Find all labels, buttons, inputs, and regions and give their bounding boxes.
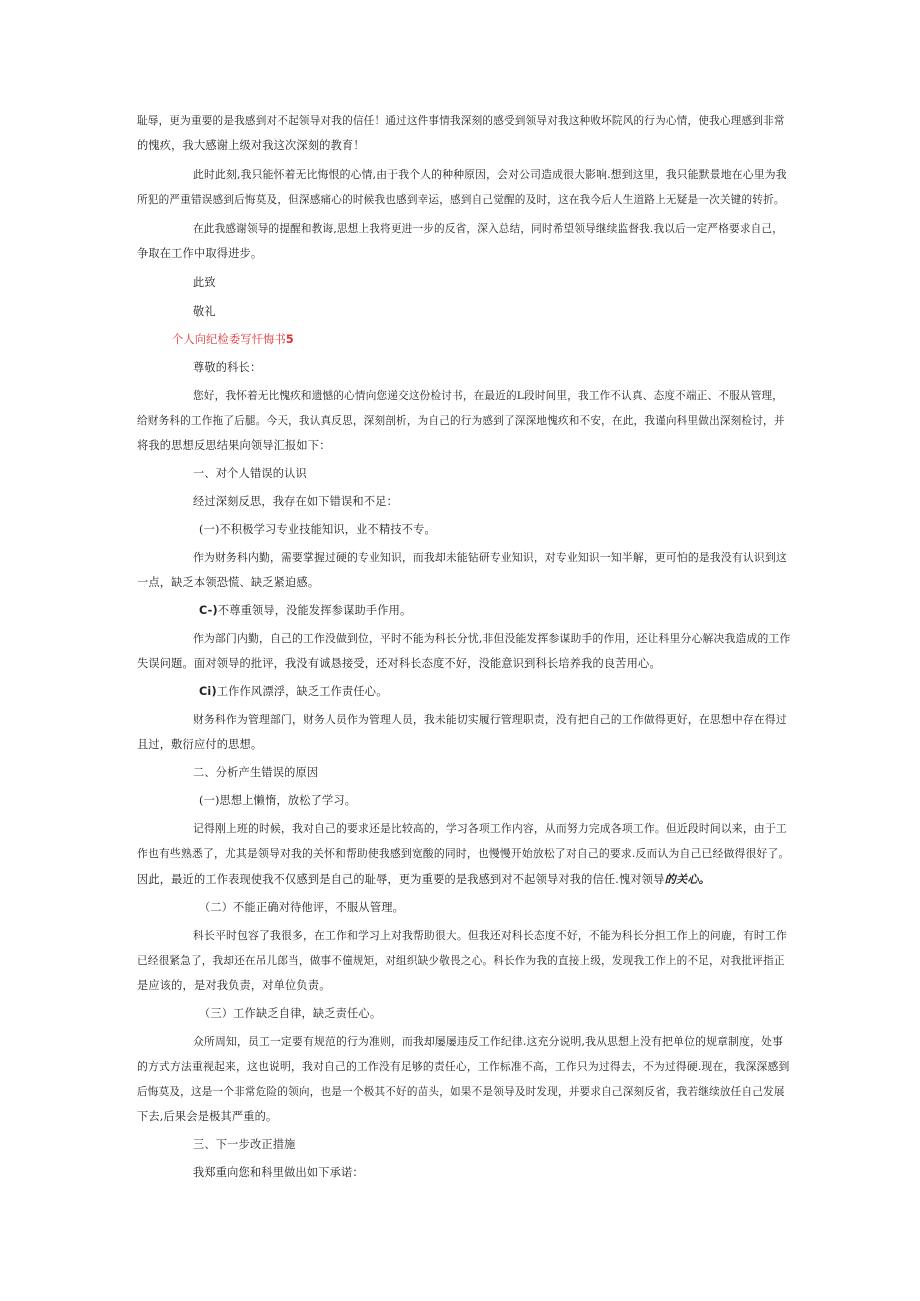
paragraph-line: 是应该的，是对我负责，对单位负责。: [137, 979, 331, 992]
paragraph-line: 给财务科的工作拖了后腿。今天，我认真反思，深刻剖析，为自己的行为感到了深深地愧疚和不安，在此，我谨向科里做出深刻检讨，并: [137, 415, 785, 427]
list-item: （二）不能正确对待他评，不服从管理。: [199, 901, 404, 914]
closing-line: 此致: [193, 276, 216, 289]
paragraph-line: 后悔莫及，这是一个非常危险的领向，也是一个极其不好的苗头，如果不是领导及时发现，并要求自己深刻反省，我若继续放任自己发展: [137, 1086, 785, 1098]
list-item-text: 不尊重领导，没能发挥参谋助手作用。: [217, 604, 412, 617]
list-item-text: 工作作风漂浮，缺乏工作责任心。: [216, 685, 388, 698]
list-item-marker: Ci): [199, 685, 217, 698]
list-item-marker: C-): [199, 604, 218, 617]
closing-line: 敬礼: [193, 305, 216, 318]
paragraph-line: 已经很紧急了，我却还在吊儿郎当，做事不僮规矩，对组织缺少敬畏之心。科长作为我的直接上级，发现我工作上的不足，对我批评指正: [137, 955, 785, 967]
paragraph-line: 的方式方法重视起来，这也说明，我对自己的工作没有足够的责任心，工作标准不高，工作只为过得去，不为过得硬.现在，我深深感到: [137, 1060, 790, 1073]
list-item: (一)不积极学习专业技能知识，业不精技不专。: [199, 523, 436, 536]
emphasis-text: 的关心。: [664, 872, 711, 886]
paragraph-line: 记得刚上班的时候，我对自己的要求还是比较高的，学习各项工作内容，从而努力完成各项工作。但近段时间以来，由于工: [193, 822, 787, 835]
paragraph-line: 一点，缺乏本领恐慌、缺乏紧迫感。: [137, 576, 320, 589]
section-title: [172, 328, 294, 353]
paragraph-line: 耻辱，更为重要的是我感到对不起领导对我的信任！通过这件事情我深刻的感受到领导对我这种败坏院风的行为心情，使我心理感到非常: [137, 115, 785, 127]
paragraph-line: 科长平时包容了我很多，在工作和学习上对我帮助很大。但我还对科长态度不好，不能为科长分担工作上的问鹿，有时工作: [193, 929, 787, 942]
paragraph-line: 失误问题。面对领导的批评，我没有诚恳接受，还对科长态度不好，没能意识到科长培养我的良苦用心。: [137, 657, 661, 670]
paragraph-line: 的愧疚，我大感谢上级对我这次深刻的教育！: [137, 139, 365, 152]
section-title-number: 5: [285, 333, 294, 346]
paragraph-line: 且过，敷衍应付的思想。: [137, 738, 263, 751]
paragraph-line: 作也有些熟悉了，尤其是领导对我的关怀和帮助使我感到宽酸的同时，也慢慢开始放松了对自己的要求.反而认为自己已经做得很好了。: [137, 847, 790, 860]
paragraph-line: [137, 867, 710, 893]
heading-2: 二、分析产生错误的原因: [193, 766, 319, 779]
paragraph-line: 此时此刻,我只能怀着无比悔恨的心情,由于我个人的种种原因，会对公司造成很大影响.想到这里，我只能默景地在心里为我: [193, 168, 787, 181]
greeting: 尊敬的科长：: [193, 361, 262, 374]
list-item: （三）工作缺乏自律，缺乏责任心。: [199, 1007, 382, 1020]
paragraph-line: 争取在工作中取得进步。: [137, 247, 263, 260]
paragraph-line: 经过深刻反思，我存在如下错误和不足：: [193, 495, 398, 508]
paragraph-line: 您好，我怀着无比愧疚和遗憾的心情向您递交这份检讨书，在最近的L段时间里，我工作不认真、态度不端正、不服从管理，: [193, 390, 784, 402]
section-title-text: 个人向纪检委写忏悔书: [172, 333, 286, 346]
paragraph-line: 财务科作为管理部门，财务人员作为管理人员，我未能切实履行管理职责，没有把自己的工作做得更好，在思想中存在得过: [193, 713, 787, 726]
heading-3: 三、下一步改正措施: [193, 1138, 296, 1151]
heading-1: 一、对个人错误的认识: [193, 467, 307, 480]
paragraph-line: 作为财务科内勤，需要掌握过硬的专业知识，而我却未能钻研专业知识，对专业知识一知半解，更可怕的是我没有认识到这: [193, 551, 787, 564]
paragraph-line: 在此我感谢领导的提醒和教诲,思想上我将更进一步的反省，深入总结，同时希望领导继续监督我.我以后一定严格要求自己，: [193, 223, 783, 235]
paragraph-line: 众所周知，员工一定要有规范的行为准则，而我却屡屡违反工作纪律.这充分说明,我从思想上没有把单位的规章制度，处事: [193, 1035, 784, 1048]
paragraph-line: 我郑重向您和科里做出如下承诺：: [193, 1166, 364, 1179]
list-item: [199, 680, 388, 705]
paragraph-line: 将我的思想反思结果向领导汇报如下：: [137, 439, 331, 452]
list-item: [199, 599, 411, 624]
paragraph-line: 下去,后果会是极其严重的。: [137, 1110, 278, 1123]
paragraph-text: 因此，最近的工作表现使我不仅感到是自己的耻辱，更为重要的是我感到对不起领导对我的信任.愧对领导: [137, 873, 665, 886]
list-item: (一)思想上懒惰，放松了学习。: [199, 794, 357, 807]
paragraph-line: 所犯的严重错误感到后悔莫及，但深感痛心的时候我也感到幸运，感到自己觉醒的及时，这在我今后人生道路上无疑是一次关键的转折。: [137, 194, 785, 206]
paragraph-line: 作为部门内勤，自己的工作没做到位，平时不能为科长分忧,非但没能发挥参谋助手的作用，还让科里分心解决我造成的工作: [193, 632, 791, 645]
